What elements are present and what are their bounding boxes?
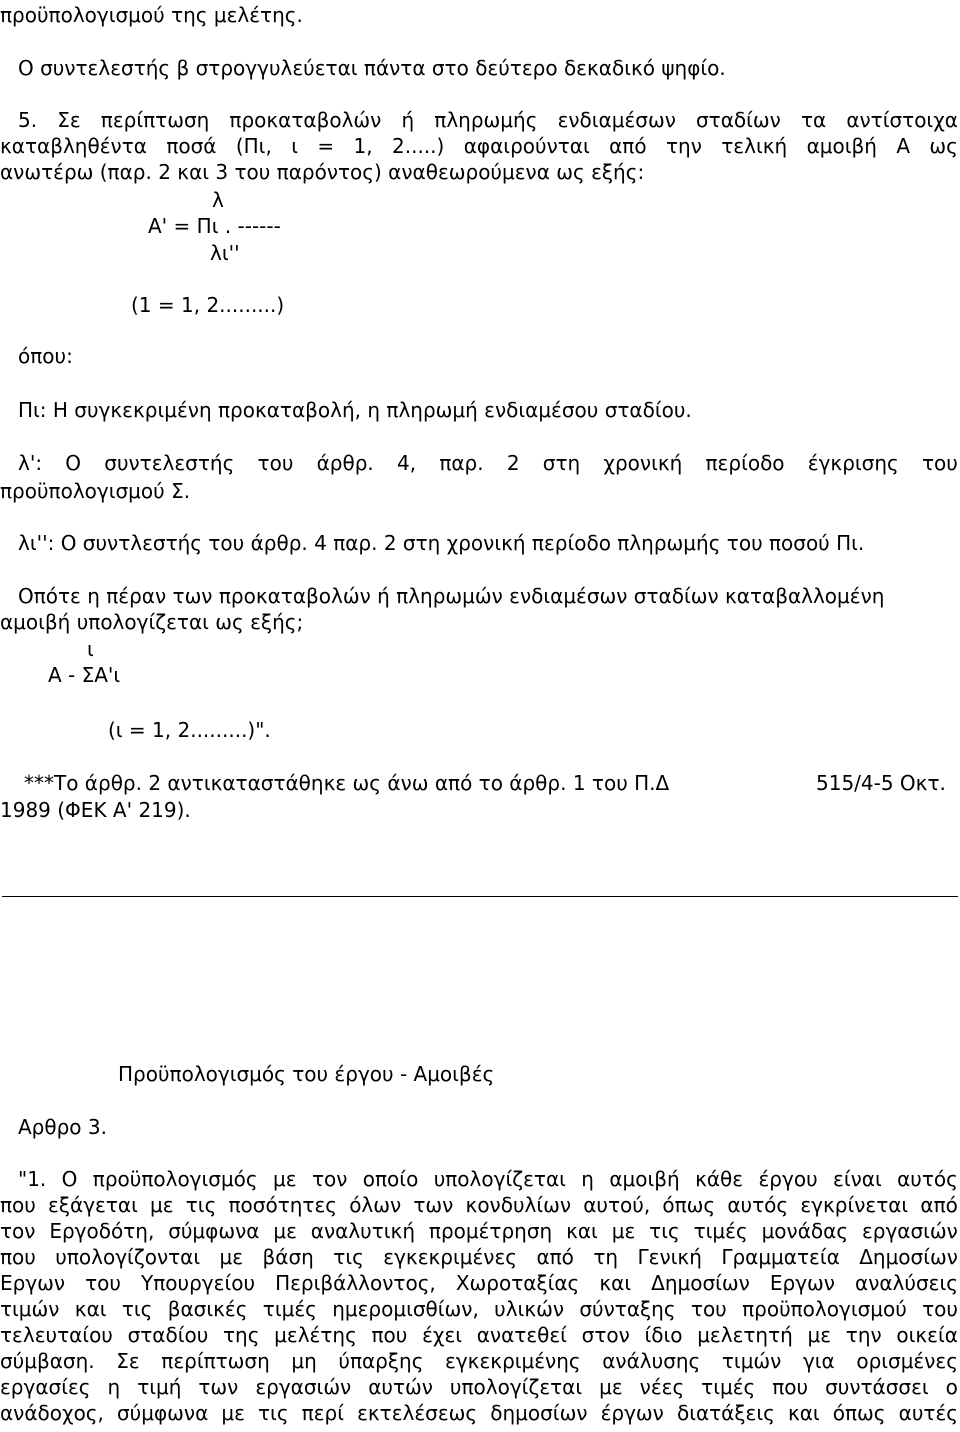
formula1-range: (1 = 1, 2.........) <box>131 293 285 317</box>
opou-label: όπου: <box>18 344 73 368</box>
word: ορισμένες <box>856 1349 958 1373</box>
word: περίοδο <box>705 451 785 475</box>
word: που <box>0 1245 36 1269</box>
word: Σε <box>57 108 81 132</box>
word: (Πι, <box>235 134 272 158</box>
word: τις <box>649 1219 680 1243</box>
word: συντελεστής <box>104 451 235 475</box>
word: Ο <box>61 1167 78 1191</box>
word: ποσότητες <box>228 1193 337 1217</box>
word: τιμών <box>0 1297 60 1321</box>
word: περίπτωση <box>161 1349 270 1373</box>
text-line-top-1: προϋπολογισμού της μελέτης. <box>0 3 303 27</box>
word: ανατεθεί <box>476 1323 567 1347</box>
word: προμέτρηση <box>428 1219 553 1243</box>
section-divider <box>2 896 958 897</box>
word: έχει <box>422 1323 463 1347</box>
definition-pi: Πι: Η συγκεκριμένη προκαταβολή, η πληρωμή ενδιαμέσου σταδίου. <box>18 398 692 422</box>
word: τιμή <box>137 1375 182 1399</box>
word: Υπουργείου <box>141 1271 256 1295</box>
para5-line-3: ανωτέρω (παρ. 2 και 3 του παρόντος) αναθεωρούμενα ως εξής: <box>0 160 645 184</box>
word: ποσά <box>166 134 217 158</box>
word: 2.....) <box>392 134 445 158</box>
word: την <box>665 134 702 158</box>
word: ανάδοχος, <box>0 1401 104 1425</box>
word: έργου <box>758 1167 818 1191</box>
word: αμοιβή <box>806 134 877 158</box>
formula1-denominator: λι'' <box>210 241 240 265</box>
word: ίδιο <box>644 1323 683 1347</box>
definition-lambda-line-2: προϋπολογισμού Σ. <box>0 479 191 503</box>
word: ι <box>291 134 298 158</box>
article-label: Αρθρο 3. <box>18 1115 107 1139</box>
word: εργασιών <box>255 1375 352 1399</box>
word: 1, <box>353 134 373 158</box>
word: αυτών <box>368 1375 433 1399</box>
word: σύμφωνα <box>117 1401 209 1425</box>
word: αντίστοιχα <box>846 108 958 132</box>
word: αναλύσεις <box>855 1271 958 1295</box>
word: = <box>317 134 335 158</box>
word: του <box>921 451 958 475</box>
word: εγκεκριμένες <box>383 1245 518 1269</box>
word: στον <box>581 1323 630 1347</box>
formula2-sum-index: ι <box>87 637 94 661</box>
word: αμοιβή <box>609 1167 680 1191</box>
word: περίπτωση <box>100 108 210 132</box>
word: και <box>566 1219 598 1243</box>
article3-line <box>18 1166 958 1192</box>
definition-lambda-i: λι'': Ο συντλεστής του άρθρ. 4 παρ. 2 στη χρονική περίοδο πληρωμής του ποσού Πι. <box>18 531 865 555</box>
word: Χωροταξίας <box>455 1271 580 1295</box>
word: εγκεκριμένης <box>445 1349 581 1373</box>
word: του <box>257 451 294 475</box>
definition-lambda-line-1 <box>18 450 958 476</box>
word: περί <box>301 1401 344 1425</box>
word: μη <box>291 1349 317 1373</box>
word: Περιβάλλοντος, <box>275 1271 436 1295</box>
formula1-main: Α' = Πι . ------ <box>148 214 281 238</box>
word: υπολογίζεται <box>433 1167 566 1191</box>
word: κάθε <box>695 1167 744 1191</box>
word: Γενική <box>637 1245 702 1269</box>
word: με <box>807 1323 832 1347</box>
word: με <box>221 1401 245 1425</box>
word: με <box>611 1219 636 1243</box>
para5-line-2 <box>0 133 958 159</box>
word: ή <box>401 108 415 132</box>
article3-line <box>0 1322 958 1348</box>
amendment-note-left: ***Το άρθρ. 2 αντικαταστάθηκε ως άνω από το άρθρ. 1 του Π.Δ <box>24 771 670 795</box>
word: άρθρ. <box>316 451 374 475</box>
word: του <box>922 1297 958 1321</box>
word: με <box>150 1193 174 1217</box>
word: με <box>599 1375 623 1399</box>
word: τις <box>121 1297 153 1321</box>
article3-line <box>0 1218 958 1244</box>
article3-line <box>0 1374 958 1400</box>
word: 2 <box>506 451 520 475</box>
word: των <box>198 1375 239 1399</box>
word: τη <box>593 1245 619 1269</box>
word: με <box>219 1245 244 1269</box>
word: οποίο <box>362 1167 419 1191</box>
word: σταδίου <box>127 1323 209 1347</box>
section-title: Προϋπολογισμός του έργου - Αμοιβές <box>118 1062 495 1086</box>
word: βασικές <box>167 1297 248 1321</box>
word: υπολογίζεται <box>449 1375 583 1399</box>
word: όλων <box>349 1193 402 1217</box>
text-line-top-2: Ο συντελεστής β στρογγυλεύεται πάντα στο δεύτερο δεκαδικό ψηφίο. <box>18 56 726 80</box>
opote-line-2: αμοιβή υπολογίζεται ως εξής; <box>0 610 304 634</box>
word: από <box>536 1245 574 1269</box>
word: υπολογίζονται <box>55 1245 201 1269</box>
word: προϋπολογισμού <box>742 1297 907 1321</box>
word: η <box>107 1375 121 1399</box>
word: η <box>581 1167 594 1191</box>
word: τον <box>311 1167 348 1191</box>
word: μονάδας <box>761 1219 849 1243</box>
word: του <box>85 1271 121 1295</box>
word: αυτού, <box>583 1193 651 1217</box>
word: πληρωμής <box>434 108 538 132</box>
word: "1. <box>18 1167 47 1191</box>
article3-line <box>0 1400 958 1426</box>
word: με <box>273 1167 297 1191</box>
word: με <box>273 1219 297 1243</box>
word: Δημοσίων <box>859 1245 958 1269</box>
word: αναλυτική <box>310 1219 416 1243</box>
word: τις <box>333 1245 364 1269</box>
word: συντάσσει <box>825 1375 929 1399</box>
article3-line <box>0 1192 958 1218</box>
word: τιμές <box>262 1297 317 1321</box>
word: που <box>0 1193 36 1217</box>
word: Εργοδότη, <box>49 1219 155 1243</box>
word: λ': <box>18 451 43 475</box>
word: έργων <box>600 1401 664 1425</box>
formula2-main: Α - ΣΑ'ι <box>48 663 121 687</box>
formula2-range: (ι = 1, 2.........)". <box>108 718 271 742</box>
word: ως <box>929 134 958 158</box>
word: από <box>920 1193 958 1217</box>
word: Α <box>896 134 911 158</box>
word: κονδυλίων <box>465 1193 572 1217</box>
word: προκαταβολών <box>229 108 382 132</box>
word: από <box>609 134 647 158</box>
article3-line <box>0 1244 958 1270</box>
word: τιμές <box>693 1219 748 1243</box>
word: σύμφωνα <box>168 1219 260 1243</box>
word: υλικών <box>494 1297 565 1321</box>
word: τιμές <box>701 1375 756 1399</box>
word: εργασιών <box>861 1219 958 1243</box>
word: τα <box>800 108 827 132</box>
word: τιμών <box>721 1349 782 1373</box>
word: αυτός <box>897 1167 958 1191</box>
word: Ο <box>65 451 82 475</box>
word: βάση <box>262 1245 314 1269</box>
opote-line-1: Οπότε η πέραν των προκαταβολών ή πληρωμών ενδιαμέσων σταδίων καταβαλλομένη <box>18 584 885 608</box>
word: που <box>772 1375 809 1399</box>
word: Εργων <box>769 1271 835 1295</box>
word: σύμβαση. <box>0 1349 95 1373</box>
word: στη <box>542 451 581 475</box>
word: που <box>371 1323 408 1347</box>
word: 5. <box>18 108 38 132</box>
word: εκτελέσεως <box>357 1401 478 1425</box>
word: αυτός <box>727 1193 789 1217</box>
word: ημερομισθίων, <box>332 1297 479 1321</box>
word: αυτές <box>898 1401 958 1425</box>
word: 4, <box>397 451 417 475</box>
word: αφαιρούνται <box>463 134 590 158</box>
amendment-note-line-2: 1989 (ΦΕΚ Α' 219). <box>0 798 191 822</box>
word: των <box>413 1193 454 1217</box>
word: Γραμματεία <box>721 1245 840 1269</box>
word: σταδίων <box>696 108 781 132</box>
word: τελευταίου <box>0 1323 113 1347</box>
article3-line <box>0 1270 958 1296</box>
word: Σε <box>116 1349 140 1373</box>
article3-line <box>0 1296 958 1322</box>
word: διατάξεις <box>676 1401 775 1425</box>
word: της <box>223 1323 260 1347</box>
word: είναι <box>833 1167 882 1191</box>
word: σύνταξης <box>579 1297 676 1321</box>
word: τον <box>0 1219 36 1243</box>
word: οικεία <box>896 1323 958 1347</box>
word: προϋπολογισμός <box>92 1167 258 1191</box>
word: και <box>74 1297 107 1321</box>
word: την <box>845 1323 882 1347</box>
word: ανάλυσης <box>602 1349 701 1373</box>
word: καταβληθέντα <box>0 134 147 158</box>
word: τελική <box>721 134 788 158</box>
word: Δημοσίων <box>651 1271 750 1295</box>
word: για <box>802 1349 835 1373</box>
amendment-note-right: 515/4-5 Οκτ. <box>816 771 946 795</box>
word: μελέτης <box>274 1323 357 1347</box>
formula1-numerator: λ <box>212 188 224 212</box>
word: εγκρίνεται <box>800 1193 909 1217</box>
word: ύπαρξης <box>338 1349 424 1373</box>
article3-line <box>0 1348 958 1374</box>
word: τις <box>258 1401 289 1425</box>
para5-line-1 <box>18 107 958 133</box>
word: τις <box>185 1193 217 1217</box>
word: όπως <box>832 1401 886 1425</box>
word: χρονική <box>603 451 683 475</box>
word: και <box>599 1271 632 1295</box>
word: ενδιαμέσων <box>557 108 676 132</box>
word: και <box>787 1401 820 1425</box>
word: Εργων <box>0 1271 66 1295</box>
word: μελετητή <box>697 1323 793 1347</box>
word: εξάγεται <box>48 1193 138 1217</box>
word: εργασίες <box>0 1375 91 1399</box>
word: νέες <box>639 1375 685 1399</box>
word: έγκρισης <box>807 451 899 475</box>
word: δημοσίων <box>490 1401 588 1425</box>
word: όπως <box>662 1193 716 1217</box>
word: του <box>690 1297 727 1321</box>
word: παρ. <box>439 451 484 475</box>
word: ο <box>945 1375 958 1399</box>
